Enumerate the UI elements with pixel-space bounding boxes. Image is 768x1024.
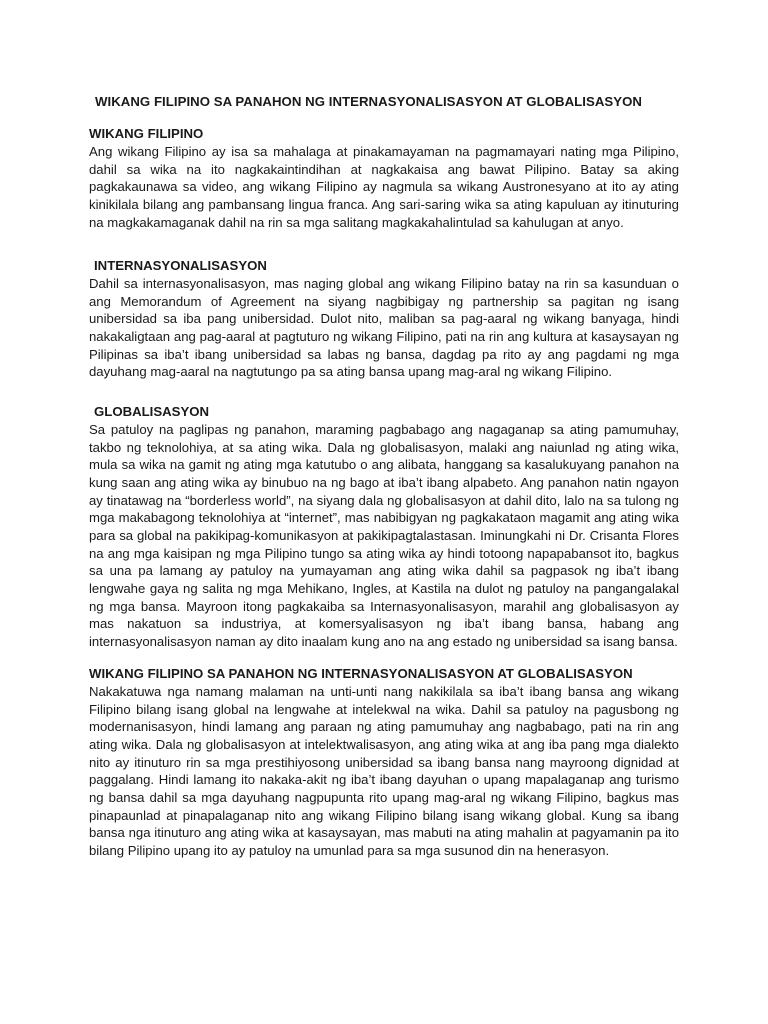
section-internasyonalisasyon [89,256,679,381]
section-paragraph: Ang wikang Filipino ay isa sa mahalaga at pinakamayaman na pagmamayari nating mga Pilipino, dahil sa wika na ito nagkakaintindihan at nagkakaisa ang bawat Pilipino. Batay sa aking pagkakaunawa sa video, ang wikang Filipino ay nagmula sa wikang Austronesyano at ito ay ating kinikilala bilang ang pambansang lingua franca. Ang sari-saring wika sa ating kapuluan ay itinuturing na magkakamaganak dahil na rin sa mga salitang magkakahalintulad sa kahulugan at anyo. [89,144,679,230]
section-paragraph: Dahil sa internasyonalisasyon, mas naging global ang wikang Filipino batay na rin sa kasunduan o ang Memorandum of Agreement na siyang nagbibigay ng partnership sa pagitan ng isang unibersidad sa iba pang unibersidad. Dulot nito, maliban sa pag-aaral ng wikang banyaga, hindi nakakaligtaan ang pag-aaral at pagtuturo ng wikang Filipino, pati na rin ang kultura at kasaysayan ng Pilipinas sa iba’t ibang unibersidad sa labas ng bansa, dagdag pa rito ay ang pagdami ng mga dayuhang mag-aaral na nagtutungo pa sa ating bansa upang mag-aral ng wikang Filipino. [89,276,679,380]
section-paragraph: Sa patuloy na paglipas ng panahon, maraming pagbabago ang nagaganap sa ating pamumuhay, takbo ng teknolohiya, at sa ating wika. Dala ng globalisasyon, malaki ang naiunlad ng ating wika, mula sa wika na gamit ng ating mga katutubo o ang alibata, hanggang sa kasalukuyang panahon na kung saan ang ating wika ay binubuo na ng bago at iba’t ibang alpabeto. Ang panahon natin ngayon ay tinatawag na “borderless world”, na siyang dala ng globalisasyon at dahil dito, lalo na sa tulong ng mga makabagong teknolohiya at “internet”, mas nabibigyan ng pagkakataon magamit ang ating wika para sa global na pakikipag-komunikasyon at pakikipagtalastasan. Iminungkahi ni Dr. Crisanta Flores na ang mga kaisipan ng mga Pilipino tungo sa ating wika ay hindi totoong napapabansot ito, bagkus sa una pa lamang ay patuloy na yumayaman ang ating wika dahil sa pagpasok ng iba’t ibang lengwahe gaya ng salita ng mga Mehikano, Ingles, at Kastila na dulot ng patuloy na pangangalakal ng mga bansa. Mayroon itong pagkakaiba sa Internasyonalisasyon, marahil ang globalisasyon ay mas nakatuon sa industriya, at komersyalisasyon ng iba’t ibang bansa, habang ang internasyonalisasyon naman ay dito inaalam kung ano na ang estado ng unibersidad sa isang bansa. [89,422,679,649]
section-heading: WIKANG FILIPINO [89,126,204,141]
section-heading: INTERNASYONALISASYON [94,258,267,273]
section-paragraph: Nakakatuwa nga namang malaman na unti-unti nang nakikilala sa iba’t ibang bansa ang wikang Filipino bilang isang global na lengwahe at intelekwal na wika. Dahil sa patuloy na pagusbong ng modernanisasyon, hindi lamang ang paraan ng ating pamumuhay ang nagbabago, pati na rin ang ating wika. Dala ng globalisasyon at intelektwalisasyon, ang ating wika at ang iba pang mga dialekto nito ay itinuturo rin sa mga prestihiyosong unibersidad sa ibang bansa nang mayroong dignidad at paggalang. Hindi lamang ito nakaka-akit ng iba’t ibang dayuhan o upang mapalaganap ang turismo ng bansa dahil sa mga dayuhang nagpupunta rito upang mag-aral ng wikang Filipino, bagkus mas pinapaunlad at pinapalaganap nito ang wikang Filipino bilang isang wikang global. Kung sa ibang bansa nga itinuturo ang ating wika at kasaysayan, mas mabuti na ating mahalin at pagyamanin pa ito bilang Pilipino upang ito ay patuloy na umunlad para sa mga susunod din na henerasyon. [89,684,679,858]
section-heading: GLOBALISASYON [94,404,210,419]
section-wikang-filipino [89,124,679,231]
section-globalisasyon [89,402,679,651]
document-title: WIKANG FILIPINO SA PANAHON NG INTERNASYONALISASYON AT GLOBALISASYON [95,94,642,109]
section-wikang-filipino-sa-panahon [89,664,679,860]
section-heading: WIKANG FILIPINO SA PANAHON NG INTERNASYONALISASYON AT GLOBALISASYON [89,666,633,681]
